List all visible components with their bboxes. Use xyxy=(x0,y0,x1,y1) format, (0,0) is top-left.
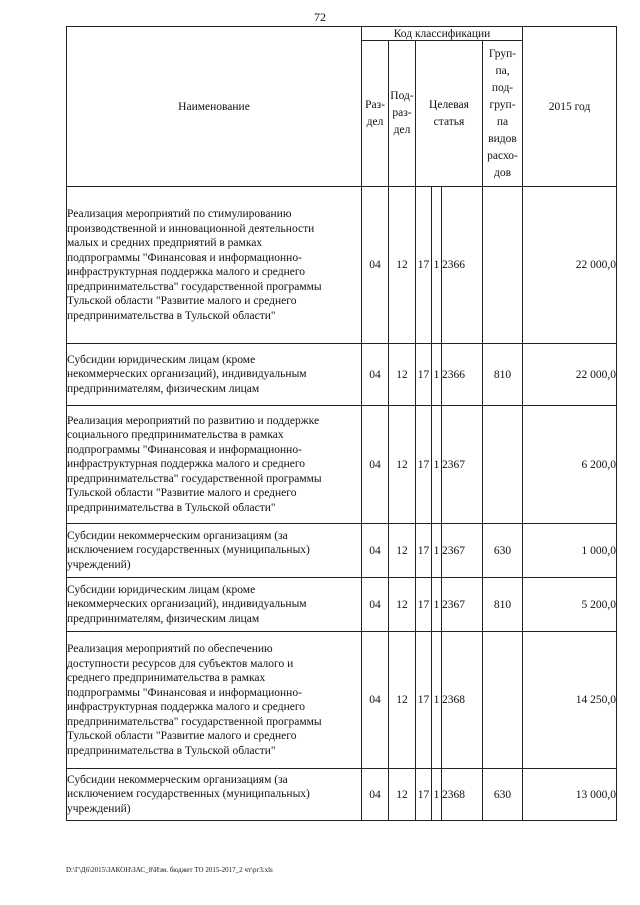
row-target-subprogram: 1 xyxy=(432,187,442,344)
row-name-line: исключением государственных (муниципальных) xyxy=(67,788,310,801)
table-row xyxy=(67,406,617,524)
row-target-program: 17 xyxy=(416,406,432,524)
header-year: 2015 год xyxy=(523,27,617,187)
row-target-subprogram: 1 xyxy=(432,632,442,769)
header-line: дел xyxy=(393,124,411,136)
row-name-line: Субсидии юридическим лицам (кроме xyxy=(67,583,256,596)
header-group xyxy=(483,41,523,187)
row-target-program: 17 xyxy=(416,187,432,344)
row-name-line: Реализация мероприятий по развитию и поддержке xyxy=(67,414,320,427)
row-target-program: 17 xyxy=(416,769,432,821)
row-name-line: инфраструктурная поддержка малого и среднего xyxy=(67,701,306,713)
row-name-line: некоммерческих организаций), индивидуальным xyxy=(67,598,307,611)
row-name-line: производственной и инновационной деятельности xyxy=(67,222,315,235)
header-code-group: Код классификации xyxy=(362,27,523,41)
row-target-direction: 2368 xyxy=(442,632,483,769)
row-name xyxy=(67,406,362,524)
row-target-direction: 2366 xyxy=(442,344,483,406)
table-row xyxy=(67,769,617,821)
row-subsection: 12 xyxy=(389,406,416,524)
row-amount: 22 000,0 xyxy=(523,187,617,344)
row-name-line: предпринимателям, физическим лицам xyxy=(67,382,260,395)
row-name-line: некоммерческих организаций), индивидуальным xyxy=(67,368,307,381)
row-name-line: доступности ресурсов для субъектов малого и xyxy=(67,657,294,670)
row-target-subprogram: 1 xyxy=(432,406,442,524)
row-name-line: Субсидии некоммерческим организациям (за xyxy=(67,773,288,786)
budget-table xyxy=(66,26,617,821)
header-subsection xyxy=(389,41,416,187)
row-name-line: Тульской области "Развитие малого и среднего xyxy=(67,730,297,742)
row-expense-group: 630 xyxy=(483,769,523,821)
row-section: 04 xyxy=(362,524,389,578)
table-row xyxy=(67,632,617,769)
row-amount: 22 000,0 xyxy=(523,344,617,406)
row-target-subprogram: 1 xyxy=(432,344,442,406)
header-line: па xyxy=(496,115,509,128)
row-name-line: инфраструктурная поддержка малого и среднего xyxy=(67,266,306,278)
row-name-line: учреждений) xyxy=(67,802,131,815)
header-line: расхо- xyxy=(487,149,518,162)
table-row xyxy=(67,578,617,632)
row-expense-group: 810 xyxy=(483,578,523,632)
row-amount: 6 200,0 xyxy=(523,406,617,524)
row-name-line: Субсидии юридическим лицам (кроме xyxy=(67,353,256,366)
row-expense-group xyxy=(483,406,523,524)
row-section: 04 xyxy=(362,344,389,406)
row-name-line: предпринимательства" государственной программы xyxy=(67,715,322,728)
row-amount: 13 000,0 xyxy=(523,769,617,821)
row-amount: 1 000,0 xyxy=(523,524,617,578)
row-section: 04 xyxy=(362,769,389,821)
row-name-line: учреждений) xyxy=(67,558,131,571)
row-target-program: 17 xyxy=(416,344,432,406)
row-name xyxy=(67,344,362,406)
row-amount: 5 200,0 xyxy=(523,578,617,632)
table-body xyxy=(67,187,617,821)
header-line: Груп- xyxy=(488,47,517,60)
row-name-line: предпринимательства в Тульской области" xyxy=(67,309,276,322)
row-subsection: 12 xyxy=(389,632,416,769)
table-header xyxy=(67,27,617,187)
row-subsection: 12 xyxy=(389,578,416,632)
table-row xyxy=(67,187,617,344)
row-name-line: Субсидии некоммерческим организациям (за xyxy=(67,529,288,542)
row-subsection: 12 xyxy=(389,769,416,821)
row-subsection: 12 xyxy=(389,344,416,406)
row-name xyxy=(67,632,362,769)
row-section: 04 xyxy=(362,578,389,632)
row-section: 04 xyxy=(362,406,389,524)
row-target-program: 17 xyxy=(416,578,432,632)
row-name-line: Реализация мероприятий по стимулированию xyxy=(67,208,292,220)
header-line: Целевая xyxy=(429,98,469,111)
row-name-line: инфраструктурная поддержка малого и среднего xyxy=(67,458,306,471)
header-line: дов xyxy=(494,166,512,179)
row-expense-group: 630 xyxy=(483,524,523,578)
row-name-line: подпрограммы "Финансовая и информационно- xyxy=(67,443,302,456)
row-name-line: малых и средних предприятий в рамках xyxy=(67,237,263,249)
row-name-line: подпрограммы "Финансовая и информационно- xyxy=(67,686,302,699)
table-row xyxy=(67,524,617,578)
row-name xyxy=(67,769,362,821)
header-target xyxy=(416,41,483,187)
header-line: раз- xyxy=(392,107,412,119)
row-subsection: 12 xyxy=(389,524,416,578)
header-section xyxy=(362,41,389,187)
row-name-line: Тульской области "Развитие малого и среднего xyxy=(67,295,297,307)
row-target-subprogram: 1 xyxy=(432,578,442,632)
table-row xyxy=(67,344,617,406)
header-line: Раз- xyxy=(365,98,385,111)
header-line: Под- xyxy=(390,90,414,102)
header-line: видов xyxy=(488,132,517,145)
row-name-line: предпринимательства в Тульской области" xyxy=(67,501,276,514)
row-name xyxy=(67,524,362,578)
row-target-direction: 2368 xyxy=(442,769,483,821)
row-name-line: подпрограммы "Финансовая и информационно- xyxy=(67,251,302,264)
row-target-direction: 2367 xyxy=(442,406,483,524)
row-name-line: предпринимательства" государственной программы xyxy=(67,280,322,293)
file-path-footer: D:\Г\Д6\2015\ЗАКОН\ЗАС_8\Изм. бюджет ТО 2015-2017_2 чт\рг3.xls xyxy=(66,866,273,874)
row-name xyxy=(67,187,362,344)
header-line: под- xyxy=(491,81,514,94)
row-name-line: предпринимательства" государственной программы xyxy=(67,472,322,485)
row-name-line: предпринимателям, физическим лицам xyxy=(67,612,260,625)
header-line: статья xyxy=(433,115,465,128)
row-target-direction: 2367 xyxy=(442,524,483,578)
row-target-direction: 2366 xyxy=(442,187,483,344)
row-name-line: среднего предпринимательства в рамках xyxy=(67,672,266,684)
row-target-subprogram: 1 xyxy=(432,769,442,821)
header-line: дел xyxy=(366,115,384,128)
row-section: 04 xyxy=(362,187,389,344)
row-name-line: исключением государственных (муниципальных) xyxy=(67,544,310,557)
row-section: 04 xyxy=(362,632,389,769)
row-amount: 14 250,0 xyxy=(523,632,617,769)
row-expense-group xyxy=(483,187,523,344)
row-name-line: социального предпринимательства в рамках xyxy=(67,429,284,442)
row-name-line: Реализация мероприятий по обеспечению xyxy=(67,643,273,655)
row-target-subprogram: 1 xyxy=(432,524,442,578)
page-number: 72 xyxy=(314,10,326,24)
header-line: па, xyxy=(495,64,510,77)
row-target-program: 17 xyxy=(416,632,432,769)
row-expense-group xyxy=(483,632,523,769)
row-name-line: Тульской области "Развитие малого и среднего xyxy=(67,487,297,500)
row-target-program: 17 xyxy=(416,524,432,578)
header-line: груп- xyxy=(489,98,516,111)
row-target-direction: 2367 xyxy=(442,578,483,632)
row-name xyxy=(67,578,362,632)
row-expense-group: 810 xyxy=(483,344,523,406)
row-name-line: предпринимательства в Тульской области" xyxy=(67,744,276,757)
header-name: Наименование xyxy=(67,27,362,187)
row-subsection: 12 xyxy=(389,187,416,344)
